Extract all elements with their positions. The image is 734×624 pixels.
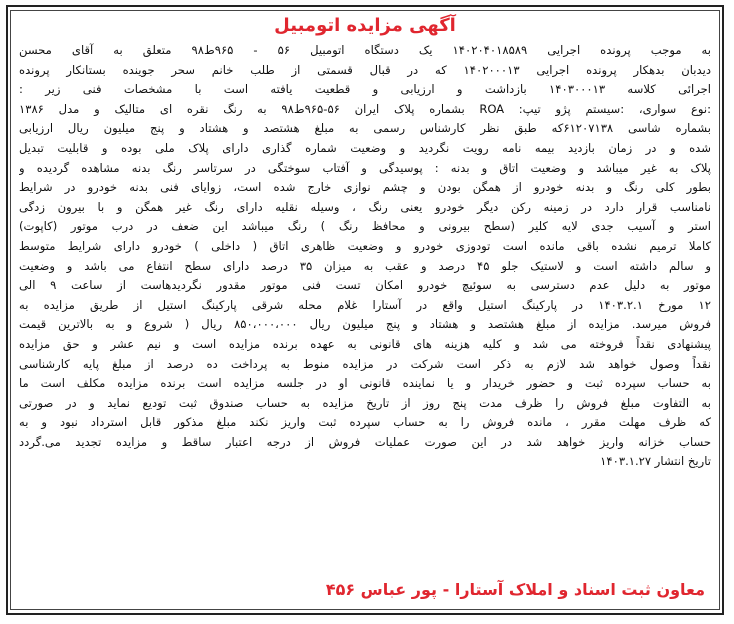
- notice-line: موتور به دلیل عدم دسترسی به سوئیچ خودرو امکان تست فنی موتور مقدور نگردیدهاست از ساعت ۹ الی: [19, 278, 711, 293]
- notice-line: به موجب پرونده اجرایی ۱۴۰۲۰۴۰۱۸۵۸۹ یک دستگاه اتومبیل ۵۶ - ۹۶۵ط۹۸ متعلق به آقای محسن: [19, 43, 711, 57]
- notice-body: [19, 41, 711, 472]
- notice-line: فروش میرسد. مزایده از مبلغ هشتصد و هشتاد و پنج میلیون ریال ۸۵۰،۰۰۰،۰۰۰ ریال ( شروع و به بالاترین قیمت: [19, 317, 711, 332]
- notice-title: آگهی مزایده اتومبیل: [274, 15, 456, 36]
- notice-line: بشماره شاسی ۶۱۲۰۷۱۳۸که طبق نظر کارشناس رسمی به مبلغ هشتصد و هشتاد و پنج میلیون ریال ارزیابی: [19, 121, 711, 136]
- notice-line: و سالم داشته است و لاستیک جلو ۴۵ درصد و عقب به میزان ۳۵ درصد دارای سطح انتفاع می باشد و وضعیت: [19, 258, 711, 273]
- notice-line: :نوع سواری، :سیستم پژو تیپ: ROA بشماره پلاک ایران ۵۶-۹۶۵ط۹۸ به رنگ نقره ای متالیک و مدل ۱۳۸۶: [19, 101, 711, 116]
- notice-line: پلاک به غیر میباشد و وضعیت اتاق و بدنه : پوسیدگی و آفتاب سوختگی در سرتاسر رنگ بدنه مشاهده گردیده و: [19, 160, 711, 175]
- notice-line: کاملا ترمیم نشده باقی مانده است تودوزی خودرو و وضعیت ظاهری اتاق ( داخلی ) خودرو دارای شرایط متوسط: [19, 238, 711, 253]
- notice-line: نقداً وصول خواهد شد لازم به ذکر است شرکت در مزایده منوط به پرداخت ده درصد از مبلغ پایه کارشناسی: [19, 356, 711, 371]
- notice-line: شده و در زمان بازدید بیمه نامه رویت نگردید و وضعیت شماره گذاری دارای پلاک ملی بوده و قابلیت تبدیل: [19, 140, 711, 155]
- notice-signature: معاون ثبت اسناد و املاک آستارا - پور عباس ۴۵۶: [325, 580, 705, 599]
- notice-box: [10, 10, 720, 610]
- notice-line: پیشنهادی نقداً فروخته می شد و کلیه هزینه های قانونی به عهده برنده مزایده است و نیم عشر و حق مزایده: [19, 336, 711, 351]
- notice-publish-date: تاریخ انتشار ۱۴۰۳.۱.۲۷: [600, 454, 711, 469]
- notice-line: نامناسب قرار دارد در زمینه رکن دیگر خودرو یعنی رنگ ، وسیله نقلیه دارای رنگ غیر همگن و با بیرون زدگی: [19, 199, 711, 214]
- notice-line: استر و آسیب جدی لایه کلیر (سطح بیرونی و محافظ رنگ ) رنگ میباشد این ضعف در درب موتور (کاپوت): [19, 219, 711, 234]
- notice-line: اجرائی کلاسه ۱۴۰۳۰۰۰۱۳ بازداشت و ارزیابی و قطعیت یافته است با مشخصات فنی زیر :: [19, 82, 711, 97]
- notice-line: به التفاوت مبلغ فروش را ظرف مدت پنج روز از تاریخ مزایده به حساب صندوق ثبت تودیع نماید و در صورتی: [19, 395, 711, 410]
- notice-line: حساب خزانه واریز خواهد شد در این صورت عملیات فروش از درجه اعتبار ساقط و مزایده تجدید می.گردد: [19, 434, 711, 449]
- notice-line: دیدبان بدهکار پرونده اجرایی ۱۴۰۲۰۰۰۱۳ که در قبال قسمتی از طلب خانم سحر جوینده بستانکار پرونده: [19, 62, 711, 77]
- notice-line: ۱۲ مورخ ۱۴۰۳.۲.۱ در پارکینگ استیل واقع در آستارا غلام محله شرقی پارکینگ استیل از طریق مزایده به: [19, 297, 711, 312]
- notice-line: به حساب سپرده ثبت و حضور خریدار و یا نماینده قانونی او در جلسه مزایده است برنده مزایده مکلف است ما: [19, 376, 711, 391]
- notice-line: که ظرف مهلت مقرر ، مانده فروش را به حساب سپرده ثبت واریز نکند مبلغ مذکور قابل استرداد نبود و به: [19, 415, 711, 430]
- notice-line: بطور کلی رنگ و بدنه خودرو از همگن بودن و چشم نوازی خارج شده است، زوایای فنی بدنه خودرو در شرایط: [19, 180, 711, 195]
